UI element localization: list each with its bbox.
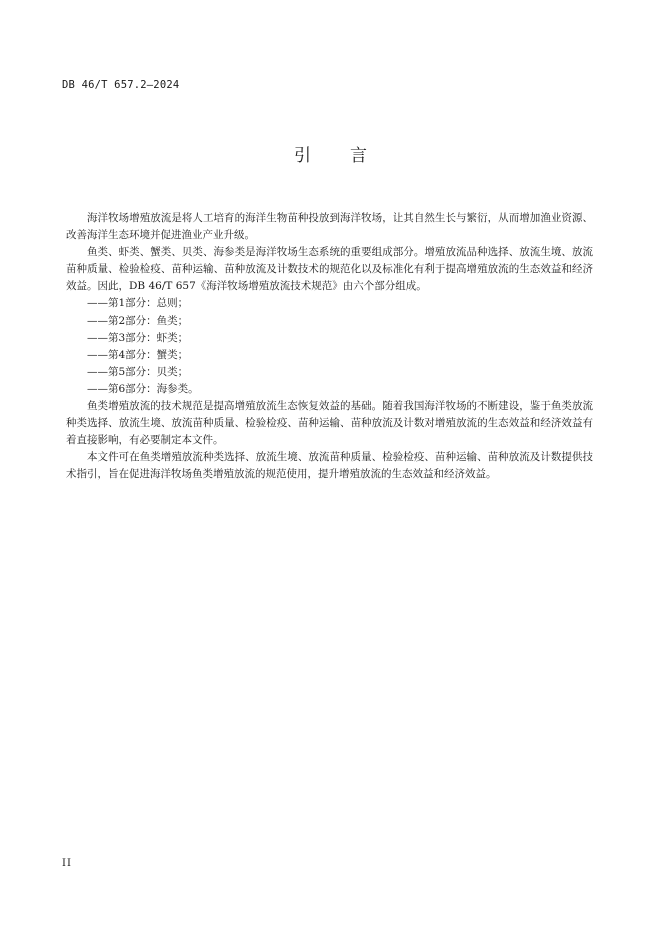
page-title-char-2: 言 [350,146,368,166]
page-number: II [62,858,72,869]
paragraph-intro: 海洋牧场增殖放流是将人工培育的海洋生物苗种投放到海洋牧场，让其自然生长与繁衍，从而增加渔业资源、改善海洋生态环境并促进渔业产业升级。 [66,212,593,242]
parts-list-item: ——第3部分：虾类； [87,331,189,344]
parts-list-item: ——第1部分：总则； [87,297,189,310]
page-title [0,141,662,166]
paragraph-composition: 鱼类、虾类、蟹类、贝类、海参类是海洋牧场生态系统的重要组成部分。增殖放流品种选择、放流生境、放流苗种质量、检验检疫、苗种运输、苗种放流及计数技术的规范化以及标准化有利于提高增殖放流的生态效益和经济效益。因此，DB 46/T 657《海洋牧场增殖放流技术规范》由六个部分组成。 [66,246,593,293]
parts-list-item: ——第6部分：海参类。 [87,382,199,395]
introduction-body [66,210,593,484]
page-title-char-1: 引 [294,146,312,166]
paragraph-purpose: 鱼类增殖放流的技术规范是提高增殖放流生态恢复效益的基础。随着我国海洋牧场的不断建设，鉴于鱼类放流种类选择、放流生境、放流苗种质量、检验检疫、苗种运输、苗种放流及计数对增殖放流的生态效益和经济效益有着直接影响，有必要制定本文件。 [66,400,593,447]
parts-list-item: ——第2部分：鱼类； [87,314,189,327]
paragraph-scope: 本文件可在鱼类增殖放流种类选择、放流生境、放流苗种质量、检验检疫、苗种运输、苗种放流及计数提供技术指引，旨在促进海洋牧场鱼类增殖放流的规范使用，提升增殖放流的生态效益和经济效益。 [66,451,593,481]
standard-code: DB 46/T 657.2—2024 [62,79,180,91]
parts-list-item: ——第5部分：贝类； [87,365,189,378]
parts-list-item: ——第4部分：蟹类； [87,348,189,361]
